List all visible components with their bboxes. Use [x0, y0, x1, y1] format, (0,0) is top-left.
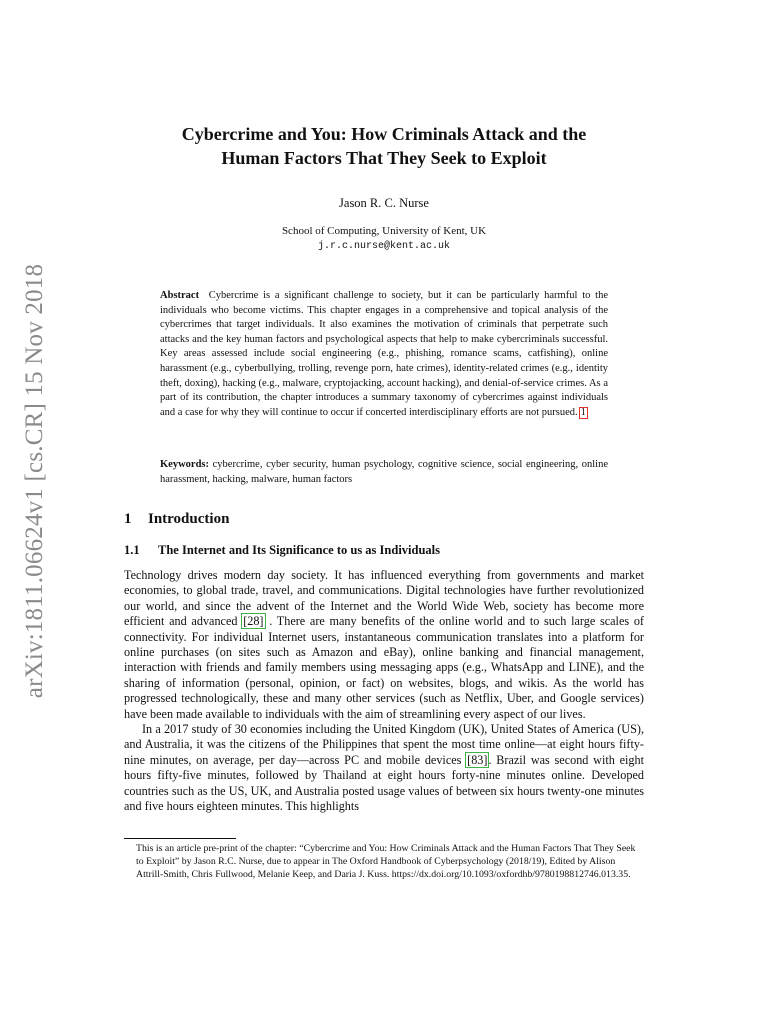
author-name: Jason R. C. Nurse	[339, 196, 429, 210]
keywords-text: cybercrime, cyber security, human psychology, cognitive science, social engineering, online harassment, hacking, malware, human factors	[160, 459, 609, 485]
footnote: This is an article pre-print of the chapter: “Cybercrime and You: How Criminals Attack and the Human Factors That They Seek to Exploit” by Jason R.C. Nurse, due to appear in The Oxford Handbook of Cyberpsychology (2018/19), Edited by Alison Attrill-Smith, Chris Fullwood, Melanie Keep, and Daria J. Kuss. https://dx.doi.org/10.1093/oxfordhb/9780198812746.013.35.	[136, 843, 636, 880]
footnote-divider	[124, 838, 236, 839]
subsection-number: 1.1	[124, 543, 140, 557]
author-affiliation-block	[120, 224, 648, 254]
arxiv-identifier-stamp[interactable]	[12, 265, 58, 697]
paragraph-1-part-a: Technology drives modern day society. It has influenced everything from governments and market economies, to global trade, travel, and communications. Digital technologies have further revolutionized our world, and since the advent of the Internet and the World Wide Web, society has become more efficient and advanced	[124, 568, 644, 629]
paper-title	[120, 122, 648, 170]
section-title: Introduction	[148, 511, 230, 527]
title-line-1: Cybercrime and You: How Criminals Attack and the	[181, 124, 587, 144]
paragraph-1	[124, 568, 644, 722]
keywords-label: Keywords:	[160, 459, 209, 470]
abstract-label: Abstract	[160, 290, 200, 301]
section-heading-introduction	[124, 511, 229, 528]
body-text	[124, 568, 644, 815]
abstract	[160, 289, 608, 420]
section-number: 1	[124, 511, 132, 527]
paragraph-2-part-b: . Brazil was second with eight hours fifty-five minutes, followed by Thailand at eight hours forty-nine minutes online. Developed countries such as the US, UK, and Australia posted usage values of between six hours twenty-one minutes and five hours eighteen minutes. This highlights	[124, 752, 644, 814]
footnote-reference-link[interactable]: 1	[580, 406, 586, 418]
paragraph-2	[124, 722, 644, 814]
keywords	[160, 458, 608, 487]
affiliation: School of Computing, University of Kent, UK	[281, 225, 487, 237]
arxiv-identifier-text: arXiv:1811.06624v1 [cs.CR] 15 Nov 2018	[21, 263, 49, 699]
citation-link-83[interactable]: [83]	[467, 752, 488, 767]
abstract-text: Cybercrime is a significant challenge to society, but it can be particularly harmful to the individuals who become victims. This chapter engages in a comprehensive and topical analysis of the cybercrimes that target individuals. It also examines the motivation of criminals that perpetrate such attacks and the key human factors and psychological aspects that help to make cybercriminals successful. Key areas assessed include social engineering (e.g., phishing, romance scams, catfishing), online harassment (e.g., cyberbullying, trolling, revenge porn, hate crimes), identity-related crimes (e.g., identity theft, doxing), hacking (e.g., malware, cryptojacking, account hacking), and denial-of-service crimes. As a part of its contribution, the chapter introduces a summary taxonomy of cybercrimes against individuals and a case for why they will continue to occur if concerted interdisciplinary efforts are not pursued.	[160, 290, 608, 418]
paragraph-2-part-a: In a 2017 study of 30 economies including the United Kingdom (UK), United States of America (US), and Australia, it was the citizens of the Philippines that spent the most time online—at eight hours fifty-nine minutes, on average, per day—across PC and mobile devices	[124, 722, 644, 767]
subsection-heading	[124, 543, 440, 558]
title-line-2: Human Factors That They Seek to Exploit	[221, 148, 547, 168]
author-email[interactable]: j.r.c.nurse@kent.ac.uk	[317, 241, 451, 252]
subsection-title: The Internet and Its Significance to us as Individuals	[158, 543, 441, 557]
citation-link-28[interactable]: [28]	[243, 614, 264, 629]
paragraph-1-part-b: . There are many benefits of the online world and to such large scales of connectivity. For individual Internet users, instantaneous communication translates into a platform for online purchases (on sites such as Amazon and eBay), online banking and financial management, interaction with friends and family members using messaging apps (e.g., WhatsApp and LINE), and the sharing of information (personal, opinion, or fact) on websites, blogs, and wikis. As the world has progressed technologically, these and many other services (such as Netflix, Uber, and Google services) have been made available to individuals with the aim of streamlining every aspect of our lives.	[124, 614, 644, 721]
